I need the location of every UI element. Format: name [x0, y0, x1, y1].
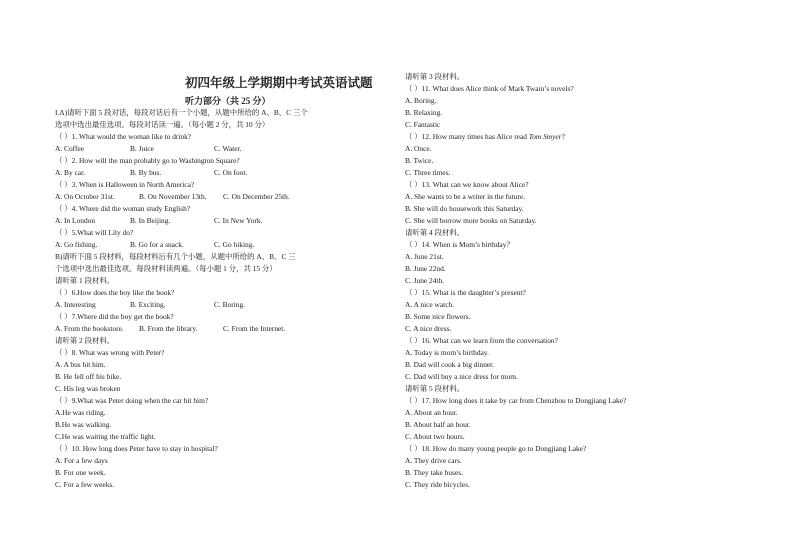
text-line	[405, 119, 626, 131]
text-line	[405, 455, 626, 467]
option-choice: B. Go for a snack.	[130, 240, 184, 249]
option-choice: A. By car.	[55, 168, 85, 177]
text-line	[405, 239, 626, 251]
text-line	[405, 311, 626, 323]
text-line	[405, 443, 626, 455]
text-line	[405, 263, 626, 275]
text-line	[405, 323, 626, 335]
text-line	[55, 419, 308, 431]
section-heading: 听力部分（共 25 分）	[185, 96, 271, 106]
text-line	[405, 215, 626, 227]
text-line	[405, 191, 626, 203]
line-text: B. For one week.	[55, 468, 106, 477]
text-line	[405, 83, 626, 95]
text-line	[405, 479, 626, 491]
option-choice: C. From the Internet.	[223, 324, 286, 333]
line-text: （ ）13. What can we know about Alice?	[405, 180, 529, 189]
text-line	[55, 359, 308, 371]
text-line	[405, 167, 626, 179]
line-text: （ ）11. What does Alice think of Mark Twain’s novels?	[405, 84, 574, 93]
line-text: C. She will borrow more books on Saturday.	[405, 216, 537, 225]
line-text: B. Dad will cook a big dinner.	[405, 360, 495, 369]
line-text: B. He fell off his bike.	[55, 372, 122, 381]
text-line	[405, 371, 626, 383]
book-title: Tom Smyer	[528, 132, 562, 141]
text-line	[405, 395, 626, 407]
line-text: B. Some nice flowers.	[405, 312, 471, 321]
option-choice: C. On foot.	[214, 168, 248, 177]
option-choice: B. On November 13th.	[139, 192, 207, 201]
line-text: A. A bus hit him.	[55, 360, 106, 369]
text-line	[55, 311, 308, 323]
left-question-list	[55, 107, 308, 491]
option-row	[55, 191, 308, 203]
option-choice: A. From the bookstore.	[55, 324, 124, 333]
line-text: （ ）5.What will Lily do?	[55, 228, 134, 237]
line-text: 请听第 4 段材料。	[405, 228, 465, 237]
line-text: 请听第 2 段材料。	[55, 336, 115, 345]
option-choice: A. Coffee	[55, 144, 85, 153]
text-line	[405, 131, 626, 143]
text-line	[405, 347, 626, 359]
option-choice: C. On December 25th.	[223, 192, 290, 201]
text-line	[55, 251, 308, 263]
text-line	[405, 419, 626, 431]
option-row	[55, 239, 308, 251]
line-text: 请听第 3 段材料。	[405, 72, 465, 81]
option-row	[55, 167, 308, 179]
text-line	[405, 143, 626, 155]
text-line	[55, 131, 308, 143]
text-line	[405, 287, 626, 299]
text-line	[405, 383, 626, 395]
text-line	[55, 371, 308, 383]
line-text: A. A nice watch.	[405, 300, 455, 309]
text-line	[405, 179, 626, 191]
text-line	[55, 107, 308, 119]
option-choice: A. On October 31st.	[55, 192, 115, 201]
option-choice: A. Interesting	[55, 300, 96, 309]
text-line	[55, 203, 308, 215]
text-line	[55, 479, 308, 491]
line-text: （ ）18. How do many young people go to Dongjiang Lake?	[405, 444, 587, 453]
option-row	[55, 323, 308, 335]
text-line	[405, 251, 626, 263]
option-choice: C. Boring.	[214, 300, 246, 309]
text-line	[55, 383, 308, 395]
line-text: I.A)请听下面 5 段对话，每段对话后有一个小题，从题中所给的 A、B、C 三个	[55, 108, 308, 117]
line-text: C. About two hours.	[405, 432, 465, 441]
line-text: （ ）7.Where did the boy get the book?	[55, 312, 174, 321]
line-text: C. For a few weeks.	[55, 480, 115, 489]
line-text: （ ）17. How long does it take by car from Chenzhou to Dongjiang Lake?	[405, 396, 627, 405]
line-text: A. Once.	[405, 144, 432, 153]
text-line	[55, 227, 308, 239]
option-choice: C. In New York.	[214, 216, 263, 225]
option-row	[55, 299, 308, 311]
text-line	[405, 227, 626, 239]
right-question-list	[405, 71, 626, 491]
text-line	[55, 431, 308, 443]
line-text: C.He was waiting the traffic light.	[55, 432, 156, 441]
text-line	[405, 71, 626, 83]
line-text: 请听第 1 段材料。	[55, 276, 115, 285]
text-line	[405, 359, 626, 371]
line-text: B. About half an hour.	[405, 420, 471, 429]
line-text: A. About an hour.	[405, 408, 458, 417]
option-row	[55, 143, 308, 155]
text-line	[55, 443, 308, 455]
line-text: C. Dad will buy a nice dress for mom.	[405, 372, 518, 381]
option-row	[55, 215, 308, 227]
line-text: （ ）3. When is Halloween in North America?	[55, 180, 195, 189]
option-choice: C. Go hiking.	[214, 240, 255, 249]
line-text: A.He was riding.	[55, 408, 106, 417]
line-text: C. Three times.	[405, 168, 451, 177]
text-line	[55, 275, 308, 287]
line-text: C. They ride bicycles.	[405, 480, 470, 489]
text-line	[405, 299, 626, 311]
line-text: （ ）9.What was Peter doing when the car hit him?	[55, 396, 209, 405]
option-choice: A. In London	[55, 216, 96, 225]
line-suffix: ?	[561, 132, 565, 141]
line-text: B. Twice.	[405, 156, 434, 165]
text-line	[55, 395, 308, 407]
line-text: C. His leg was broken	[55, 384, 121, 393]
option-choice: B. By bus.	[130, 168, 162, 177]
text-line	[405, 335, 626, 347]
line-text: A. She wants to be a writer in the future.	[405, 192, 526, 201]
text-line	[55, 263, 308, 275]
text-line	[405, 275, 626, 287]
line-text: C. Fantastic	[405, 120, 441, 129]
line-text: （ ）1. What would the woman like to drink?	[55, 132, 192, 141]
text-line	[405, 431, 626, 443]
text-line	[55, 467, 308, 479]
line-text: （ ）14. When is Mom’s birthday？	[405, 240, 514, 249]
text-line	[55, 407, 308, 419]
text-line	[405, 203, 626, 215]
option-choice: B. Juice	[130, 144, 154, 153]
line-text: B.He was walking.	[55, 420, 112, 429]
line-text: B)请听下面 5 段材料，每段材料后有几个小题，从题中所给的 A、B、C 三	[55, 252, 296, 261]
line-text: A. They drive cars.	[405, 456, 462, 465]
line-text: B. She will do housework this Saturday.	[405, 204, 524, 213]
line-text: （ ）8. What was wrong with Peter?	[55, 348, 165, 357]
text-line	[55, 455, 308, 467]
line-text: （ ）4. Where did the woman study English?	[55, 204, 191, 213]
text-line	[405, 95, 626, 107]
text-line	[405, 155, 626, 167]
text-line	[55, 155, 308, 167]
line-text: B. Relaxing.	[405, 108, 443, 117]
line-text: C. June 24th.	[405, 276, 445, 285]
line-text: （ ）12. How many times has Alice read	[405, 132, 529, 141]
line-text: A. Boring.	[405, 96, 437, 105]
line-text: A. For a few days	[55, 456, 108, 465]
line-text: （ ）16. What can we learn from the conversation?	[405, 336, 558, 345]
text-line	[55, 347, 308, 359]
line-text: C. A nice dress.	[405, 324, 452, 333]
line-text: （ ）2. How will the man probably go to Washington Square?	[55, 156, 240, 165]
line-text: 个选项中选出最佳选项。每段材料读两遍。（每小题 1 分，共 15 分）	[55, 264, 277, 273]
exam-title: 初四年级上学期期中考试英语试题	[185, 76, 373, 90]
option-choice: B. In Beijing.	[130, 216, 171, 225]
text-line	[55, 287, 308, 299]
line-text: 选项中选出最佳选项。每段对话读一遍。（每小题 2 分，共 10 分）	[55, 120, 270, 129]
line-text: A. Today is mom’s birthday.	[405, 348, 489, 357]
option-choice: B. From the library.	[139, 324, 198, 333]
text-line	[55, 335, 308, 347]
option-choice: A. Go fishing.	[55, 240, 98, 249]
text-line	[55, 119, 308, 131]
option-choice: C. Water.	[214, 144, 242, 153]
line-text: B. They take buses.	[405, 468, 463, 477]
line-text: （ ）6.How does the boy like the book?	[55, 288, 175, 297]
line-text: A. June 21st.	[405, 252, 444, 261]
text-line	[55, 179, 308, 191]
text-line	[405, 407, 626, 419]
line-text: 请听第 5 段材料。	[405, 384, 465, 393]
text-line	[405, 467, 626, 479]
line-text: （ ）15. What is the daughter’s present?	[405, 288, 526, 297]
text-line	[405, 107, 626, 119]
option-choice: B. Exciting.	[130, 300, 166, 309]
line-text: （ ）10. How long does Peter have to stay in hospital?	[55, 444, 218, 453]
line-text: B. June 22nd.	[405, 264, 446, 273]
